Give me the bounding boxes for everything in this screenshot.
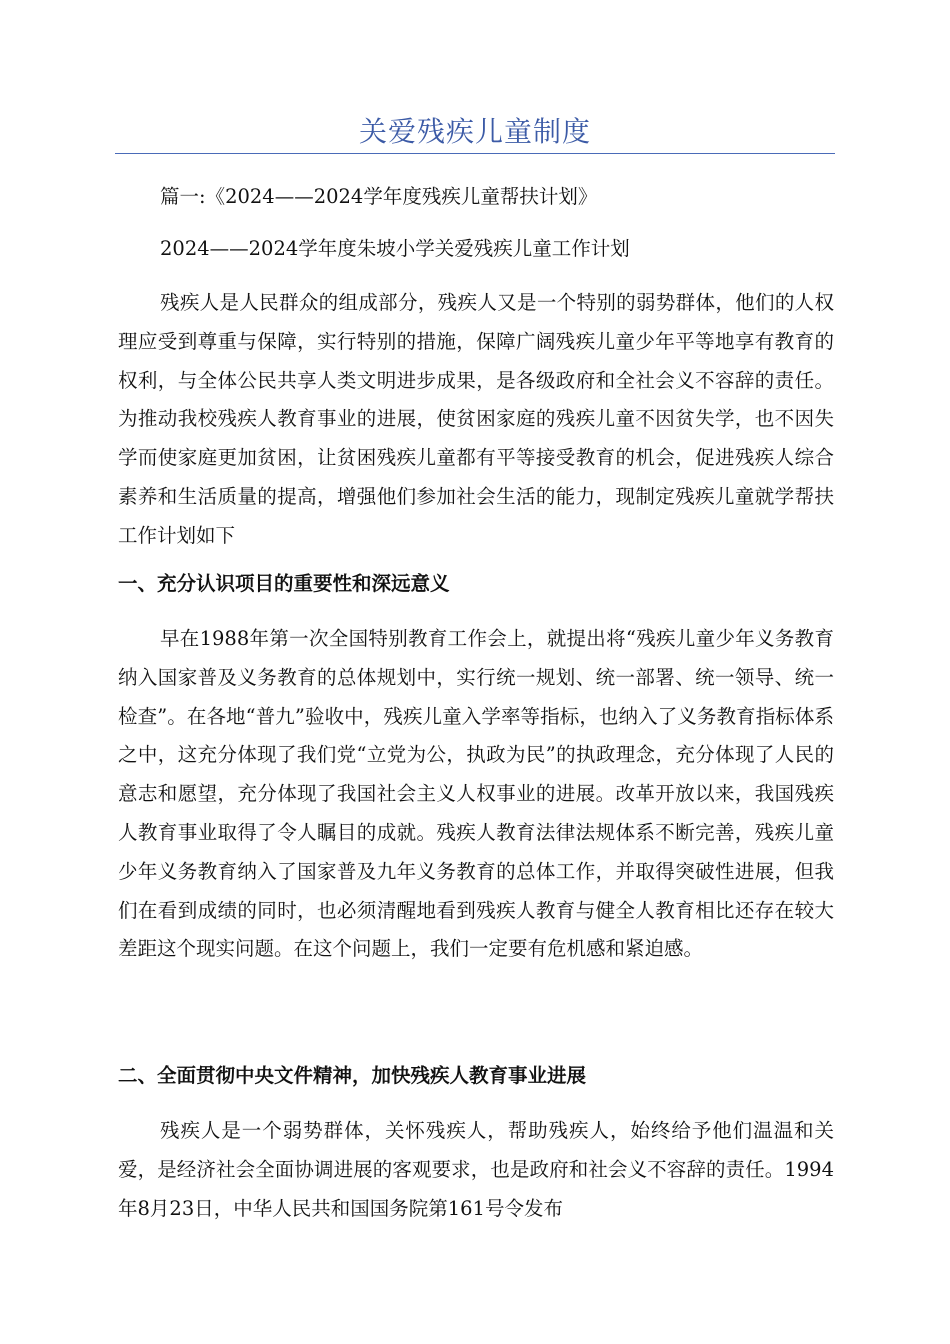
- document-title: 关爱残疾儿童制度: [358, 115, 591, 148]
- subtitle-plan-title: 篇一:《2024——2024学年度残疾儿童帮扶计划》: [160, 185, 598, 208]
- section-heading-2: 二、全面贯彻中央文件精神，加快残疾人教育事业进展: [118, 1064, 587, 1087]
- subtitle-work-plan: 2024——2024学年度朱坡小学关爱残疾儿童工作计划: [160, 237, 630, 260]
- section-2-paragraph: 残疾人是一个弱势群体，关怀残疾人，帮助残疾人，始终给予他们温温和关爱，是经济社会全面协调进展的客观要求，也是政府和社会义不容辞的责任。1994年8月23日，中华人民共和国国务院第161号令发布: [118, 1119, 834, 1220]
- section-heading-1: 一、充分认识项目的重要性和深远意义: [118, 572, 450, 595]
- intro-paragraph: 残疾人是人民群众的组成部分，残疾人又是一个特别的弱势群体，他们的人权理应受到尊重与保障，实行特别的措施，保障广阔残疾儿童少年平等地享有教育的权利，与全体公民共享人类文明进步成果，是各级政府和全社会义不容辞的责任。为推动我校残疾人教育事业的进展，使贫困家庭的残疾儿童不因贫失学，也不因失学而使家庭更加贫困，让贫困残疾儿童都有平等接受教育的机会，促进残疾人综合素养和生活质量的提高，增强他们参加社会生活的能力，现制定残疾儿童就学帮扶工作计划如下: [118, 291, 834, 547]
- section-1-paragraph: 早在1988年第一次全国特别教育工作会上，就提出将“残疾儿童少年义务教育纳入国家普及义务教育的总体规划中，实行统一规划、统一部署、统一领导、统一检查”。在各地“普九”验收中，残疾儿童入学率等指标，也纳入了义务教育指标体系之中，这充分体现了我们党“立党为公，执政为民”的执政理念，充分体现了人民的意志和愿望，充分体现了我国社会主义人权事业的进展。改革开放以来，我国残疾人教育事业取得了令人瞩目的成就。残疾人教育法律法规体系不断完善，残疾儿童少年义务教育纳入了国家普及九年义务教育的总体工作，并取得突破性进展，但我们在看到成绩的同时，也必须清醒地看到残疾人教育与健全人教育相比还存在较大差距这个现实问题。在这个问题上，我们一定要有危机感和紧迫感。: [118, 627, 834, 961]
- title-underline: [115, 153, 835, 154]
